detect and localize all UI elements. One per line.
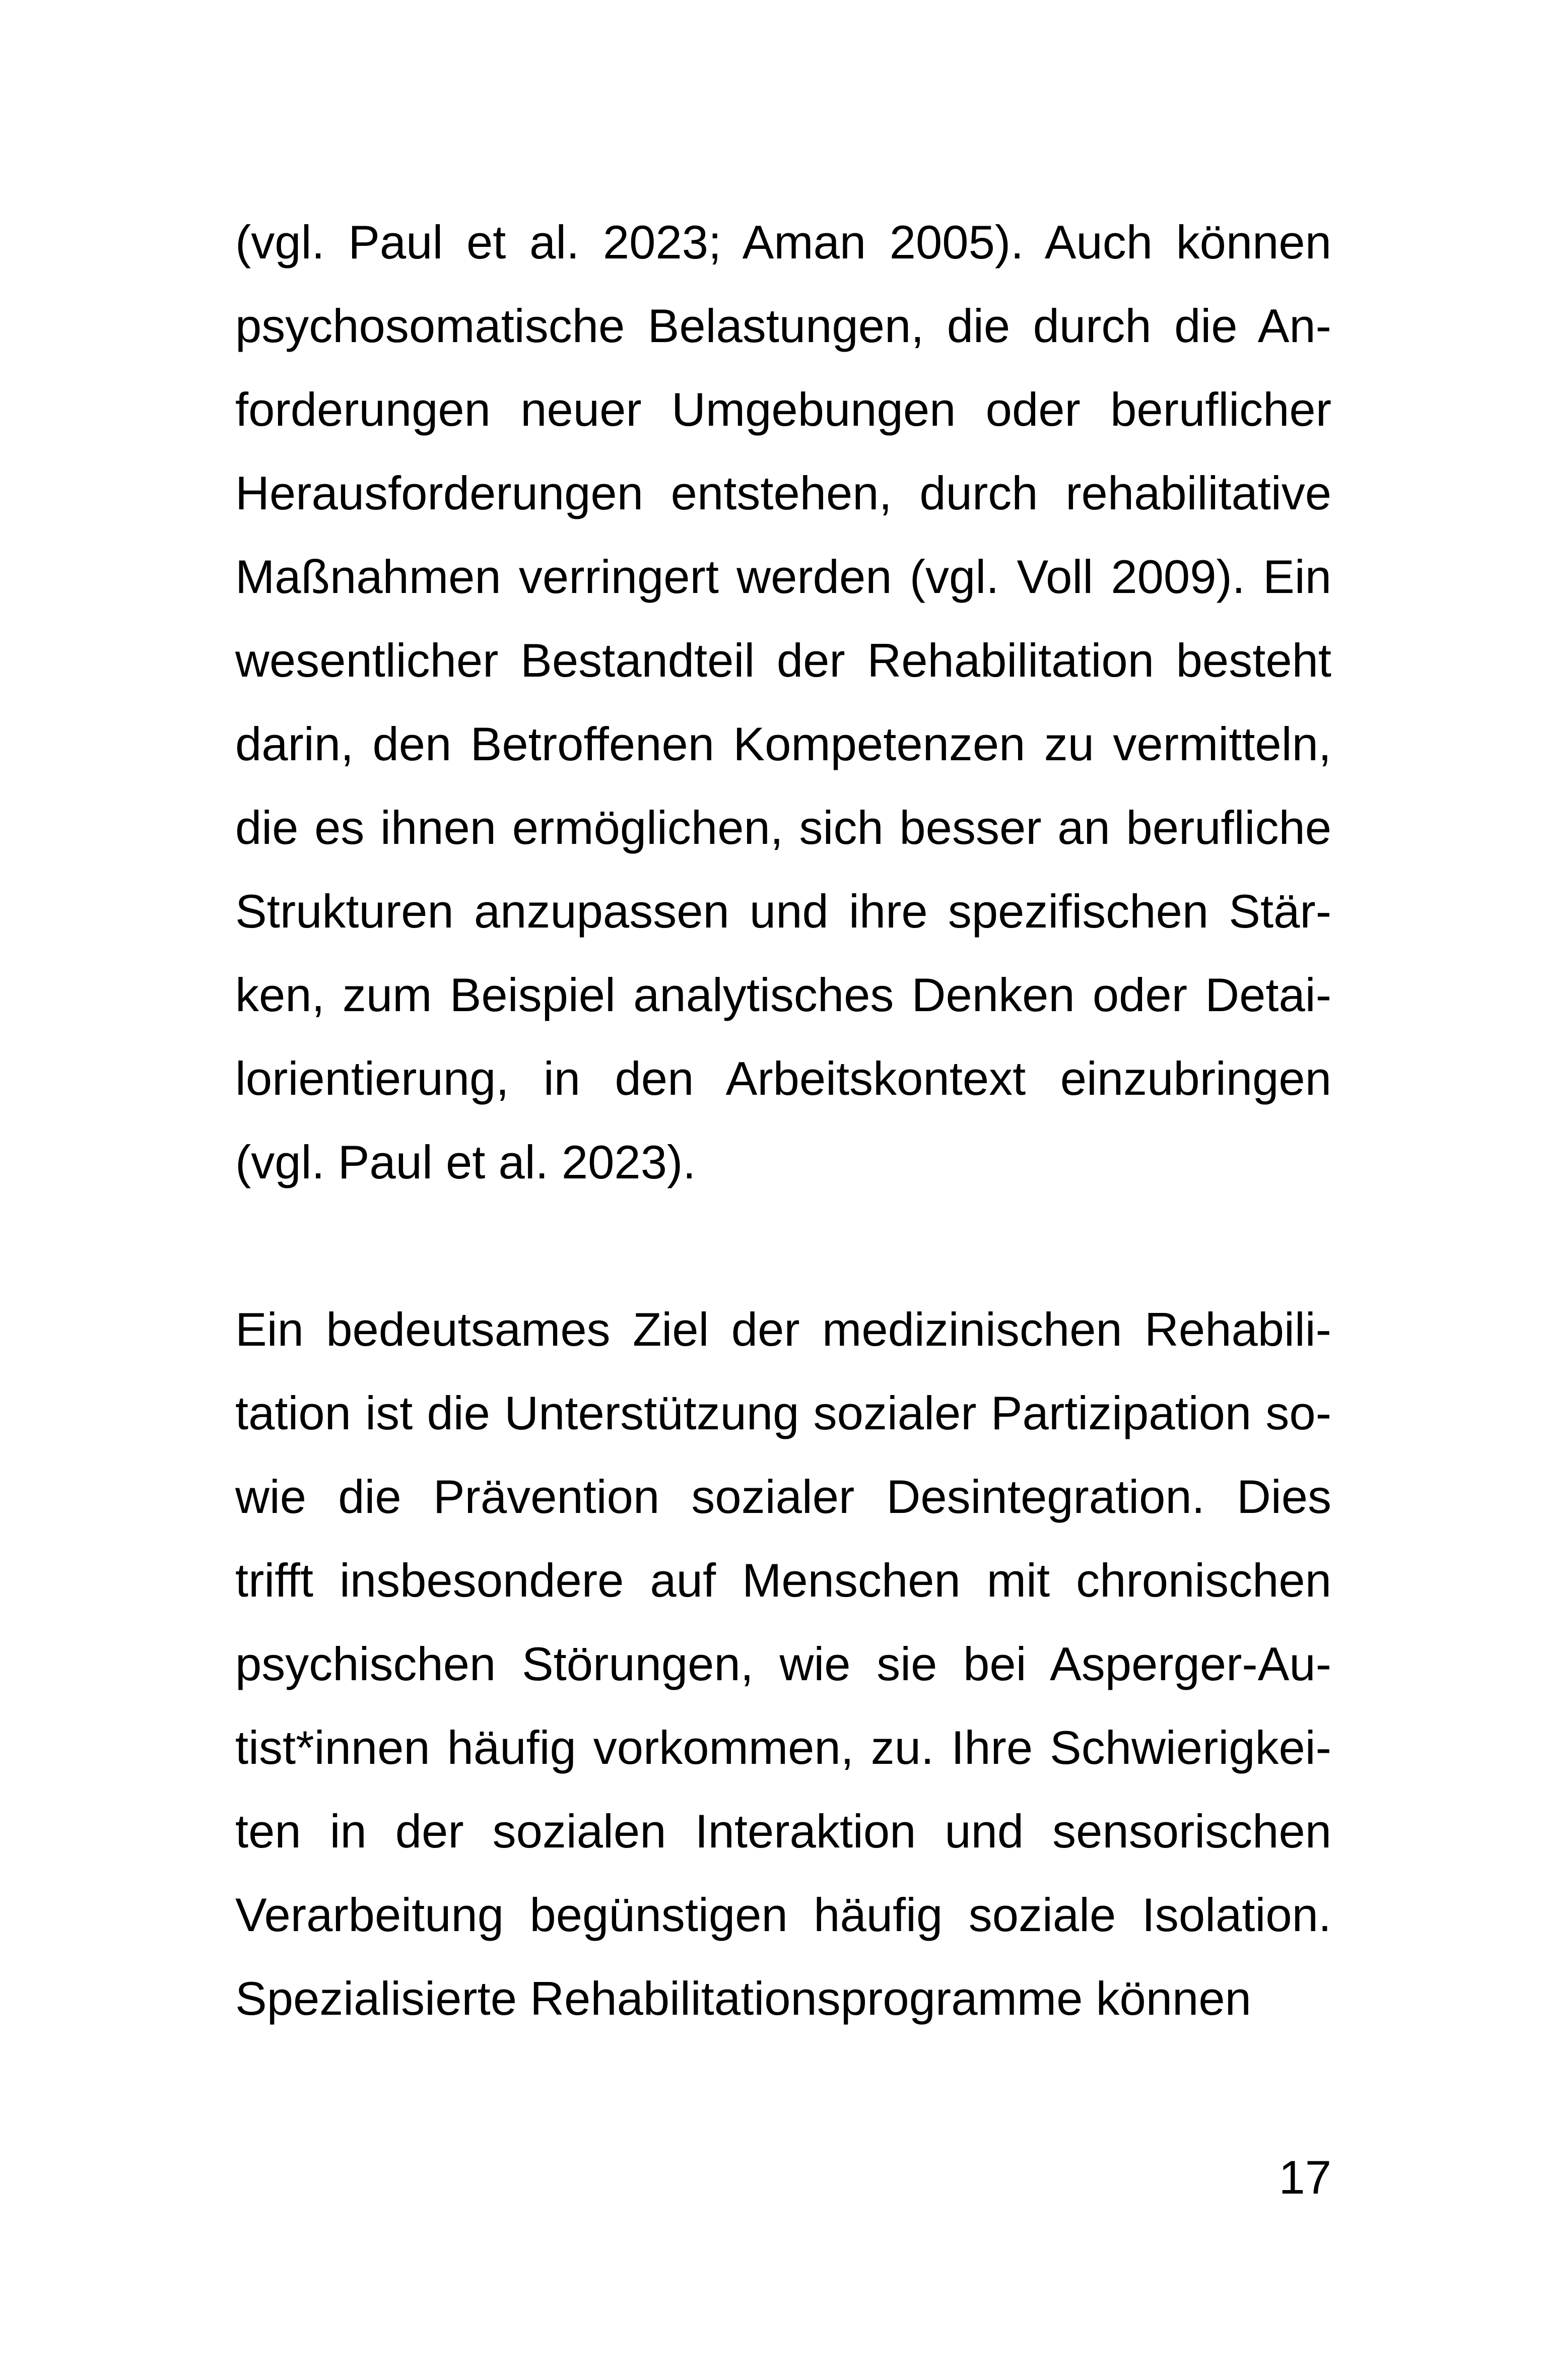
text-line: Maßnahmen verringert werden (vgl. Voll 2009). Ein bbox=[235, 550, 1331, 603]
text-line: Strukturen anzupassen und ihre spezifischen Stär- bbox=[235, 885, 1331, 938]
text-line: (vgl. Paul et al. 2023). bbox=[235, 1136, 696, 1188]
text-line: lorientierung, in den Arbeitskontext einzubringen bbox=[235, 1052, 1331, 1105]
text-line: tation ist die Unterstützung sozialer Partizipation so- bbox=[235, 1386, 1331, 1439]
text-line: wie die Prävention sozialer Desintegration. Dies bbox=[235, 1470, 1331, 1523]
text-line: darin, den Betroffenen Kompetenzen zu vermitteln, bbox=[235, 717, 1331, 770]
text-line: ken, zum Beispiel analytisches Denken oder Detai- bbox=[235, 968, 1331, 1021]
page-number: 17 bbox=[1279, 2151, 1331, 2204]
text-line: Verarbeitung begünstigen häufig soziale Isolation. bbox=[235, 1888, 1331, 1941]
text-line: psychischen Störungen, wie sie bei Asperger-Au- bbox=[235, 1637, 1331, 1690]
text-line: psychosomatische Belastungen, die durch die An- bbox=[235, 299, 1331, 352]
text-line: Ein bedeutsames Ziel der medizinischen Rehabili- bbox=[235, 1303, 1331, 1356]
text-line: ten in der sozialen Interaktion und sensorischen bbox=[235, 1805, 1331, 1858]
text-line: Spezialisierte Rehabilitationsprogramme können bbox=[235, 1972, 1251, 2025]
text-line: trifft insbesondere auf Menschen mit chronischen bbox=[235, 1554, 1331, 1607]
text-line: Herausforderungen entstehen, durch rehabilitative bbox=[235, 467, 1331, 519]
text-line: die es ihnen ermöglichen, sich besser an berufliche bbox=[235, 801, 1331, 854]
text-line: (vgl. Paul et al. 2023; Aman 2005). Auch können bbox=[235, 216, 1331, 269]
text-line: wesentlicher Bestandteil der Rehabilitation besteht bbox=[235, 634, 1331, 687]
text-line: forderungen neuer Umgebungen oder beruflicher bbox=[235, 383, 1331, 436]
text-line: tist*innen häufig vorkommen, zu. Ihre Schwierigkei- bbox=[235, 1721, 1331, 1774]
